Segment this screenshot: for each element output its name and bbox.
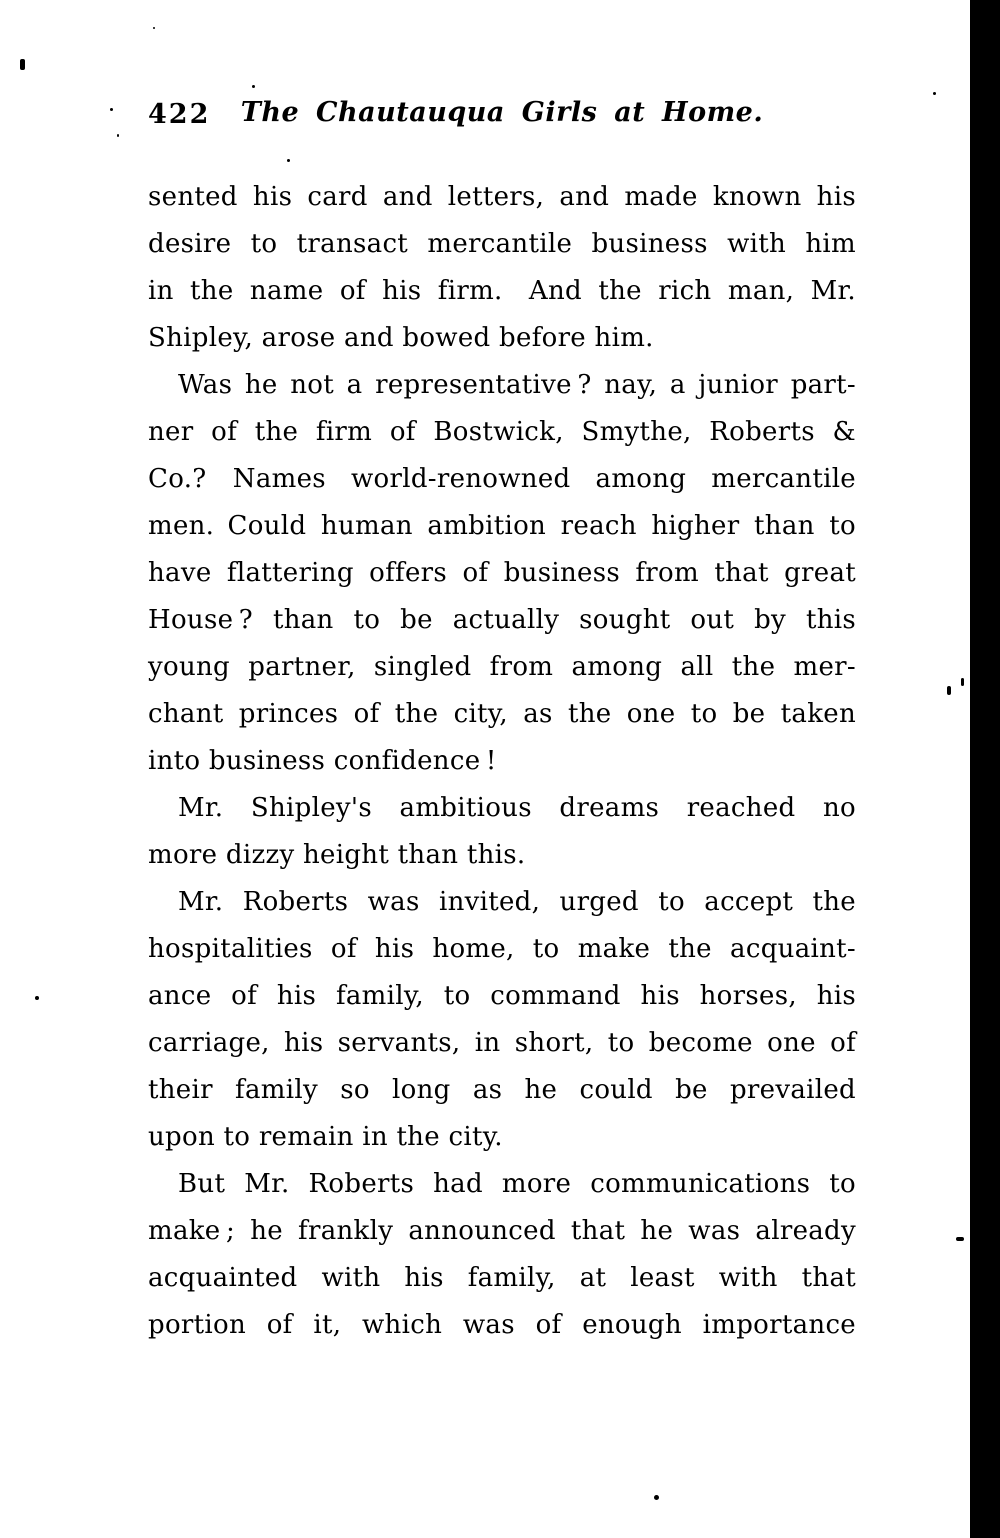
text-line: have flattering offers of business from that great <box>148 558 856 588</box>
ink-speck <box>287 159 290 162</box>
text-line: ance of his family, to command his horses, his <box>148 981 856 1011</box>
scan-gutter-band <box>970 0 1000 1538</box>
ink-speck <box>961 678 964 686</box>
page-header <box>148 97 856 135</box>
paragraph <box>148 174 856 362</box>
text-line: sented his card and letters, and made known his <box>148 182 856 212</box>
text-line: Was he not a representative ? nay, a junior part- <box>178 370 856 400</box>
ink-speck <box>20 59 25 70</box>
text-line: Mr. Shipley's ambitious dreams reached no <box>178 793 856 823</box>
text-line: ner of the firm of Bostwick, Smythe, Roberts & <box>148 417 856 447</box>
text-line: in the name of his firm. And the rich man, Mr. <box>148 276 856 306</box>
text-line: into business confidence ! <box>148 746 497 776</box>
ink-speck <box>956 1237 964 1241</box>
ink-speck <box>947 686 951 695</box>
text-line: Mr. Roberts was invited, urged to accept the <box>178 887 856 917</box>
text-line: portion of it, which was of enough importance <box>148 1310 856 1340</box>
text-line: hospitalities of his home, to make the acquaint- <box>148 934 856 964</box>
text-line: men. Could human ambition reach higher than to <box>148 511 856 541</box>
paragraph <box>148 785 856 879</box>
text-line: their family so long as he could be prevailed <box>148 1075 856 1105</box>
text-line: Co.? Names world-renowned among mercantile <box>148 464 856 494</box>
ink-speck <box>933 92 936 95</box>
text-line: acquainted with his family, at least with that <box>148 1263 856 1293</box>
text-line: desire to transact mercantile business with him <box>148 229 856 259</box>
text-line: But Mr. Roberts had more communications to <box>178 1169 856 1199</box>
text-line: upon to remain in the city. <box>148 1122 503 1152</box>
paragraph <box>148 362 856 785</box>
text-line: Shipley, arose and bowed before him. <box>148 323 654 353</box>
body-text <box>148 174 856 1349</box>
running-title: The Chautauqua Girls at Home. <box>240 97 764 128</box>
text-line: young partner, singled from among all the mer- <box>148 652 856 682</box>
paragraph <box>148 879 856 1161</box>
ink-speck <box>117 134 119 137</box>
ink-speck <box>654 1495 659 1500</box>
text-line: House ? than to be actually sought out by this <box>148 605 856 635</box>
ink-speck <box>252 85 255 88</box>
text-line: carriage, his servants, in short, to become one of <box>148 1028 856 1058</box>
text-line: more dizzy height than this. <box>148 840 526 870</box>
ink-speck <box>153 27 155 29</box>
paragraph <box>148 1161 856 1349</box>
page-number: 422 <box>148 99 211 130</box>
text-line: make ; he frankly announced that he was already <box>148 1216 856 1246</box>
ink-speck <box>35 996 39 1000</box>
text-line: chant princes of the city, as the one to be taken <box>148 699 856 729</box>
ink-speck <box>110 108 113 111</box>
